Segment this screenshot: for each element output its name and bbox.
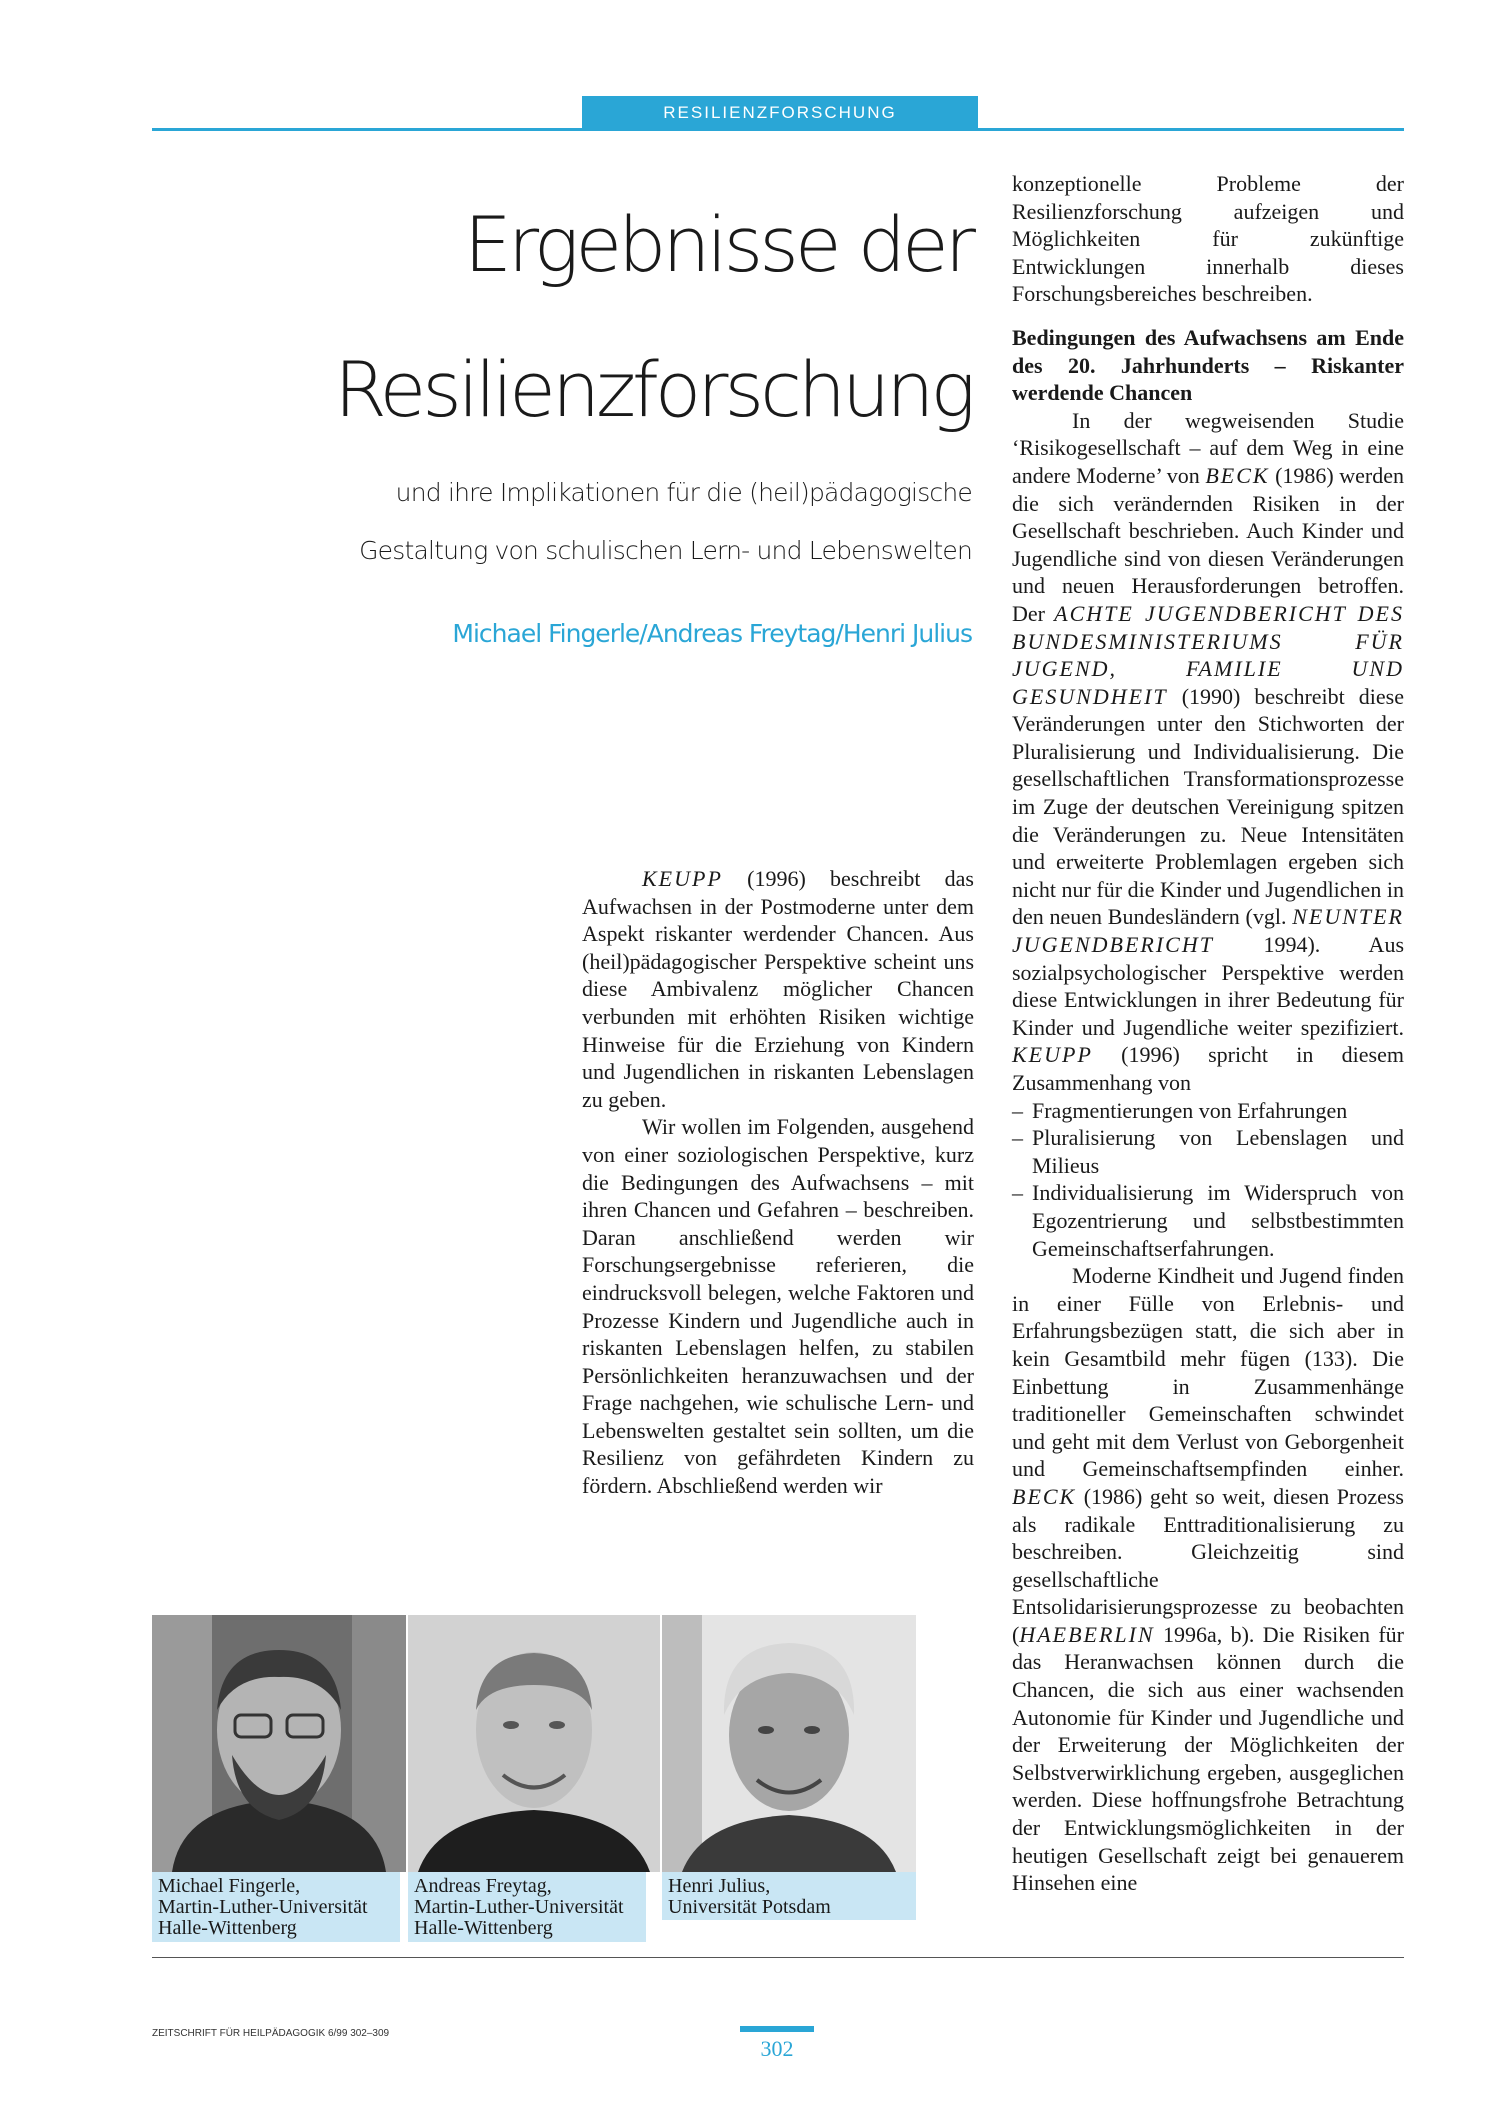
photo-caption — [408, 1872, 646, 1942]
page-number: 302 — [760, 2036, 794, 2061]
section-label: RESILIENZFORSCHUNG — [582, 96, 978, 130]
list-item: – Fragmentierungen von Erfahrungen — [1012, 1097, 1404, 1125]
caption-line: Henri Julius, — [668, 1875, 771, 1897]
paragraph — [582, 865, 974, 1113]
author-photo-freytag — [408, 1615, 660, 1872]
author-photo-fingerle — [152, 1615, 406, 1872]
list-item: – Pluralisierung von Lebenslagen und Milieus — [1012, 1124, 1404, 1179]
journal-reference: ZEITSCHRIFT FÜR HEILPÄDAGOGIK 6/99 302–309 — [152, 2028, 390, 2039]
article-subtitle-line1: und ihre Implikationen für die (heil)pädagogische — [395, 478, 972, 507]
section-heading: Bedingungen des Aufwachsens am Ende des 20. Jahrhunderts – Riskanter werdende Chancen — [1012, 324, 1404, 406]
paragraph: Wir wollen im Folgenden, ausgehend von einer soziologischen Perspektive, kurz die Bedingungen des Aufwachsens – mit ihren Chancen und Gefahren – beschreiben. Daran anschließend werden wir Forschungsergebnisse referieren, die eindrucksvoll belegen, welche Faktoren und Prozesse Kindern und Jugendliche auch in riskanten Lebenslagen helfen, zu stabilen Persönlichkeiten heranzuwachsen und der Frage nachgehen, wie schulische Lern- und Lebenswelten gestaltet sein sollten, um die Resilienz von gefährdeten Kindern zu fördern. Abschließend werden wir — [582, 1114, 974, 1499]
citation: KEUPP — [1012, 1042, 1093, 1068]
text: (1996) spricht in diesem Zusammenhang von — [1012, 1042, 1404, 1095]
photo-caption — [152, 1872, 400, 1942]
text: (1986) geht so weit, diesen Prozess als radikale Enttraditionalisierung zu beschreiben. Gleichzeitig sind gesellschaftliche Entsolidarisierungsprozesse zu beobachten ( — [1012, 1483, 1404, 1647]
list-item: – Individualisierung im Widerspruch von Egozentrierung und selbstbestimmten Gemeinschaftserfahrungen. — [1012, 1179, 1404, 1262]
author-photo-julius — [662, 1615, 916, 1872]
article-authors: Michael Fingerle/Andreas Freytag/Henri Julius — [452, 619, 972, 648]
citation: HAEBERLIN — [1019, 1621, 1155, 1647]
citation: KEUPP — [642, 866, 723, 891]
paragraph — [1012, 407, 1404, 1097]
text: Moderne Kindheit und Jugend finden in einer Fülle von Erlebnis- und Erfahrungsbezügen statt, die sich aber in kein Gesamtbild mehr fügen (133). Die Einbettung in Zusammenhänge traditioneller Gemeinschaften schwindet und geht mit dem Verlust von Geborgenheit und Gemeinschaftsempfinden einher. — [1012, 1263, 1404, 1482]
text: (1986) werden die sich verändernden Risiken in der Gesellschaft beschrieben. Auch Kinder und Jugendliche sind von diesen Veränderungen und neuen Herausforderungen betroffen. Der — [1012, 462, 1404, 626]
photo-caption — [662, 1872, 916, 1920]
column-right — [1012, 170, 1404, 1897]
caption-line: Martin-Luther-Universität — [414, 1896, 624, 1918]
column-middle — [582, 865, 974, 1500]
citation: BECK — [1012, 1483, 1077, 1509]
caption-line: Michael Fingerle, — [158, 1875, 301, 1897]
text: In der wegweisenden Studie ‘Risikogesellschaft – auf dem Weg in eine andere Moderne’ von — [1012, 407, 1404, 488]
text: 1996a, b). Die Risiken für das Heranwachsen können durch die Chancen, die sich aus einer wachsenden Autonomie für Kinder und Jugendliche und der Erweiterung der Möglichkeiten der Selbstverwirklichung ergeben, ausgeglichen werden. Diese hoffnungsfrohe Betrachtung der Entwicklungsmöglichkeiten in der heutigen Gesellschaft zeigt bei genauerem Hinsehen eine — [1012, 1621, 1404, 1896]
page-number-bar — [740, 2026, 814, 2032]
text: 1994). Aus sozialpsychologischer Perspektive werden diese Entwicklungen in ihrer Bedeutung für Kinder und Jugendliche weiter spezifiziert. — [1012, 932, 1404, 1040]
article-title-line1: Ergebnisse der — [463, 200, 972, 289]
text: (1990) beschreibt diese Veränderungen unter den Stichworten der Pluralisierung und Individualisierung. Die gesellschaftlichen Transformationsprozesse im Zuge der deutschen Vereinigung spitzen die Veränderungen zu. Neue Intensitäten und erweiterte Problemlagen ergeben sich nicht nur für die Kinder und Jugendlichen in den neuen Bundesländern (vgl. — [1012, 683, 1404, 930]
caption-line: Halle-Wittenberg — [414, 1917, 553, 1939]
text: (1996) beschreibt das Aufwachsen in der Postmoderne unter dem Aspekt riskanter werdender Chancen. Aus (heil)pädagogischer Perspektive scheint uns diese Ambivalenz möglicher Chancen verbunden mit erhöhten Risiken wichtige Hinweise für die Erziehung von Kindern und Jugendlichen in riskanten Lebenslagen zu geben. — [582, 866, 974, 1112]
caption-line: Andreas Freytag, — [414, 1875, 552, 1897]
caption-line: Universität Potsdam — [668, 1896, 831, 1918]
paragraph: konzeptionelle Probleme der Resilienzforschung aufzeigen und Möglichkeiten für zukünftige Entwicklungen innerhalb dieses Forschungsbereiches beschreiben. — [1012, 171, 1404, 307]
citation: NEUNTER JUGENDBERICHT — [1012, 904, 1404, 958]
article-subtitle-line2: Gestaltung von schulischen Lern- und Lebenswelten — [359, 536, 972, 565]
caption-line: Martin-Luther-Universität — [158, 1896, 368, 1918]
paragraph — [1012, 1262, 1404, 1897]
citation: ACHTE JUGENDBERICHT DES BUNDESMINISTERIUMS FÜR JUGEND, FAMILIE UND GESUNDHEIT — [1012, 600, 1404, 709]
footer-rule — [152, 1957, 1404, 1958]
article-title-line2: Resilienzforschung — [334, 345, 972, 434]
citation: BECK — [1205, 462, 1270, 488]
dash-list — [1012, 1097, 1404, 1263]
caption-line: Halle-Wittenberg — [158, 1917, 297, 1939]
